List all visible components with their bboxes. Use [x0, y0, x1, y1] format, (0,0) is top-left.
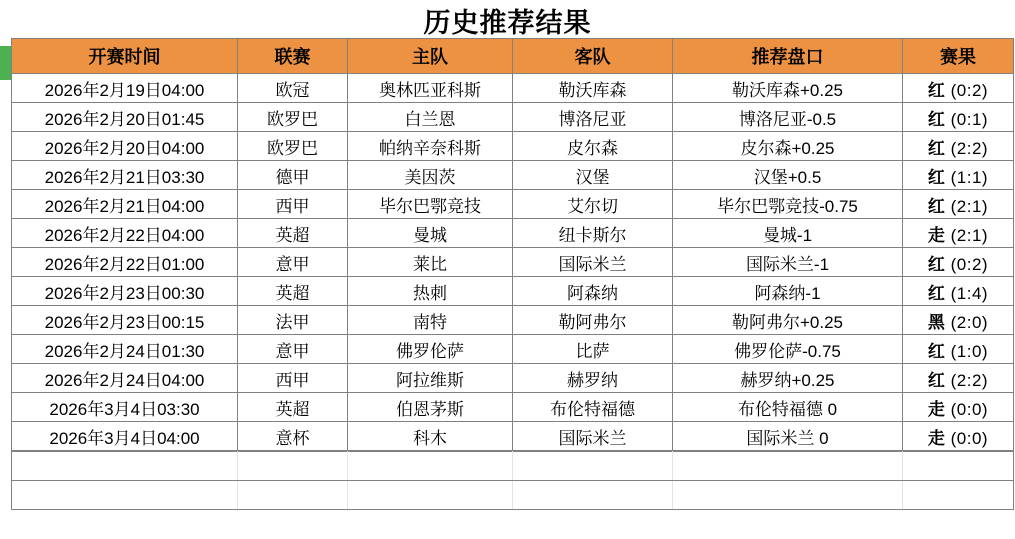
cell-home-team: 帕纳辛奈科斯 [348, 132, 513, 161]
cell-league: 德甲 [238, 161, 348, 190]
table-row[interactable] [12, 364, 1014, 393]
cell-away-team: 赫罗纳 [513, 364, 673, 393]
cell-result [903, 190, 1014, 219]
cell-pick: 赫罗纳+0.25 [673, 364, 903, 393]
cell-result [903, 219, 1014, 248]
result-score: (0:0) [950, 428, 989, 448]
table-row[interactable] [12, 306, 1014, 335]
cell-time: 2026年2月24日01:30 [12, 335, 238, 364]
cell-league: 西甲 [238, 190, 348, 219]
table-row[interactable] [12, 132, 1014, 161]
result-badge: 红 [927, 167, 946, 187]
empty-cell [12, 452, 238, 481]
cell-home-team: 莱比 [348, 248, 513, 277]
cell-home-team: 白兰恩 [348, 103, 513, 132]
cell-away-team: 国际米兰 [513, 248, 673, 277]
result-score: (0:1) [950, 109, 989, 129]
cell-time: 2026年2月22日04:00 [12, 219, 238, 248]
cell-time: 2026年2月23日00:15 [12, 306, 238, 335]
column-header-time: 开赛时间 [12, 39, 238, 74]
cell-away-team: 布伦特福德 [513, 393, 673, 422]
empty-row [12, 481, 1014, 510]
cell-league: 英超 [238, 219, 348, 248]
cell-pick: 勒沃库森+0.25 [673, 74, 903, 103]
cell-home-team: 阿拉维斯 [348, 364, 513, 393]
cell-pick: 国际米兰-1 [673, 248, 903, 277]
column-header-league: 联赛 [238, 39, 348, 74]
result-score: (0:2) [950, 80, 989, 100]
table-row[interactable] [12, 277, 1014, 306]
cell-pick: 国际米兰 0 [673, 422, 903, 451]
cell-away-team: 勒沃库森 [513, 74, 673, 103]
result-badge: 红 [927, 80, 946, 100]
result-score: (1:1) [950, 167, 989, 187]
cell-result [903, 132, 1014, 161]
cell-result [903, 103, 1014, 132]
result-badge: 红 [927, 370, 946, 390]
cell-time: 2026年3月4日04:00 [12, 422, 238, 451]
empty-row [12, 452, 1014, 481]
table-row[interactable] [12, 74, 1014, 103]
empty-cell [903, 481, 1014, 510]
cell-league: 意甲 [238, 335, 348, 364]
cell-result [903, 74, 1014, 103]
cell-time: 2026年2月23日00:30 [12, 277, 238, 306]
result-badge: 红 [927, 283, 946, 303]
cell-league: 欧罗巴 [238, 103, 348, 132]
result-score: (2:1) [950, 225, 989, 245]
table-row[interactable] [12, 219, 1014, 248]
column-header-pick: 推荐盘口 [673, 39, 903, 74]
result-score: (0:0) [950, 399, 989, 419]
result-badge: 红 [927, 196, 946, 216]
recommendations-table [11, 38, 1014, 451]
cell-result [903, 248, 1014, 277]
cell-away-team: 纽卡斯尔 [513, 219, 673, 248]
empty-cell [238, 452, 348, 481]
cell-time: 2026年2月21日04:00 [12, 190, 238, 219]
empty-cell [348, 481, 513, 510]
result-badge: 红 [927, 341, 946, 361]
cell-home-team: 南特 [348, 306, 513, 335]
cell-away-team: 汉堡 [513, 161, 673, 190]
column-header-result: 赛果 [903, 39, 1014, 74]
result-score: (2:2) [950, 370, 989, 390]
cell-pick: 皮尔森+0.25 [673, 132, 903, 161]
empty-cell [12, 481, 238, 510]
empty-cell [348, 452, 513, 481]
cell-league: 西甲 [238, 364, 348, 393]
result-badge: 走 [927, 399, 946, 419]
cell-time: 2026年2月21日03:30 [12, 161, 238, 190]
cell-pick: 博洛尼亚-0.5 [673, 103, 903, 132]
table-row[interactable] [12, 393, 1014, 422]
table-row[interactable] [12, 161, 1014, 190]
cell-time: 2026年2月22日01:00 [12, 248, 238, 277]
cell-result [903, 306, 1014, 335]
result-score: (2:1) [950, 196, 989, 216]
cell-home-team: 曼城 [348, 219, 513, 248]
cell-pick: 阿森纳-1 [673, 277, 903, 306]
cell-pick: 布伦特福德 0 [673, 393, 903, 422]
cell-result [903, 161, 1014, 190]
cell-league: 欧罗巴 [238, 132, 348, 161]
empty-cell [903, 452, 1014, 481]
result-badge: 走 [927, 428, 946, 448]
table-row[interactable] [12, 248, 1014, 277]
table-row[interactable] [12, 335, 1014, 364]
result-score: (2:2) [950, 138, 989, 158]
table-row[interactable] [12, 190, 1014, 219]
cell-league: 意甲 [238, 248, 348, 277]
column-header-away: 客队 [513, 39, 673, 74]
empty-grid-rows [11, 451, 1014, 510]
cell-away-team: 博洛尼亚 [513, 103, 673, 132]
header-accent-strip [0, 46, 11, 80]
result-score: (1:0) [950, 341, 989, 361]
column-header-home: 主队 [348, 39, 513, 74]
result-badge: 黑 [927, 312, 946, 332]
cell-result [903, 422, 1014, 451]
empty-cell [513, 452, 673, 481]
cell-home-team: 热刺 [348, 277, 513, 306]
cell-time: 2026年3月4日03:30 [12, 393, 238, 422]
cell-result [903, 335, 1014, 364]
cell-pick: 曼城-1 [673, 219, 903, 248]
result-score: (1:4) [950, 283, 989, 303]
empty-cell [673, 452, 903, 481]
empty-cell [673, 481, 903, 510]
cell-home-team: 奥林匹亚科斯 [348, 74, 513, 103]
cell-pick: 毕尔巴鄂竞技-0.75 [673, 190, 903, 219]
cell-away-team: 比萨 [513, 335, 673, 364]
cell-time: 2026年2月19日04:00 [12, 74, 238, 103]
empty-cell [238, 481, 348, 510]
empty-cell [513, 481, 673, 510]
cell-league: 意杯 [238, 422, 348, 451]
table-row[interactable] [12, 103, 1014, 132]
result-badge: 红 [927, 138, 946, 158]
cell-league: 英超 [238, 277, 348, 306]
result-badge: 走 [927, 225, 946, 245]
cell-away-team: 皮尔森 [513, 132, 673, 161]
cell-time: 2026年2月20日01:45 [12, 103, 238, 132]
cell-pick: 勒阿弗尔+0.25 [673, 306, 903, 335]
cell-away-team: 阿森纳 [513, 277, 673, 306]
cell-league: 英超 [238, 393, 348, 422]
cell-home-team: 毕尔巴鄂竞技 [348, 190, 513, 219]
cell-home-team: 佛罗伦萨 [348, 335, 513, 364]
cell-pick: 佛罗伦萨-0.75 [673, 335, 903, 364]
result-badge: 红 [927, 109, 946, 129]
cell-time: 2026年2月24日04:00 [12, 364, 238, 393]
cell-away-team: 国际米兰 [513, 422, 673, 451]
cell-time: 2026年2月20日04:00 [12, 132, 238, 161]
table-header-row [12, 39, 1014, 74]
cell-result [903, 393, 1014, 422]
cell-result [903, 277, 1014, 306]
table-row[interactable] [12, 422, 1014, 451]
result-score: (0:2) [950, 254, 989, 274]
cell-home-team: 伯恩茅斯 [348, 393, 513, 422]
cell-away-team: 艾尔切 [513, 190, 673, 219]
result-badge: 红 [927, 254, 946, 274]
cell-result [903, 364, 1014, 393]
cell-league: 法甲 [238, 306, 348, 335]
cell-league: 欧冠 [238, 74, 348, 103]
page-title: 历史推荐结果 [423, 8, 592, 38]
cell-home-team: 科木 [348, 422, 513, 451]
cell-pick: 汉堡+0.5 [673, 161, 903, 190]
cell-home-team: 美因茨 [348, 161, 513, 190]
result-score: (2:0) [950, 312, 989, 332]
cell-away-team: 勒阿弗尔 [513, 306, 673, 335]
